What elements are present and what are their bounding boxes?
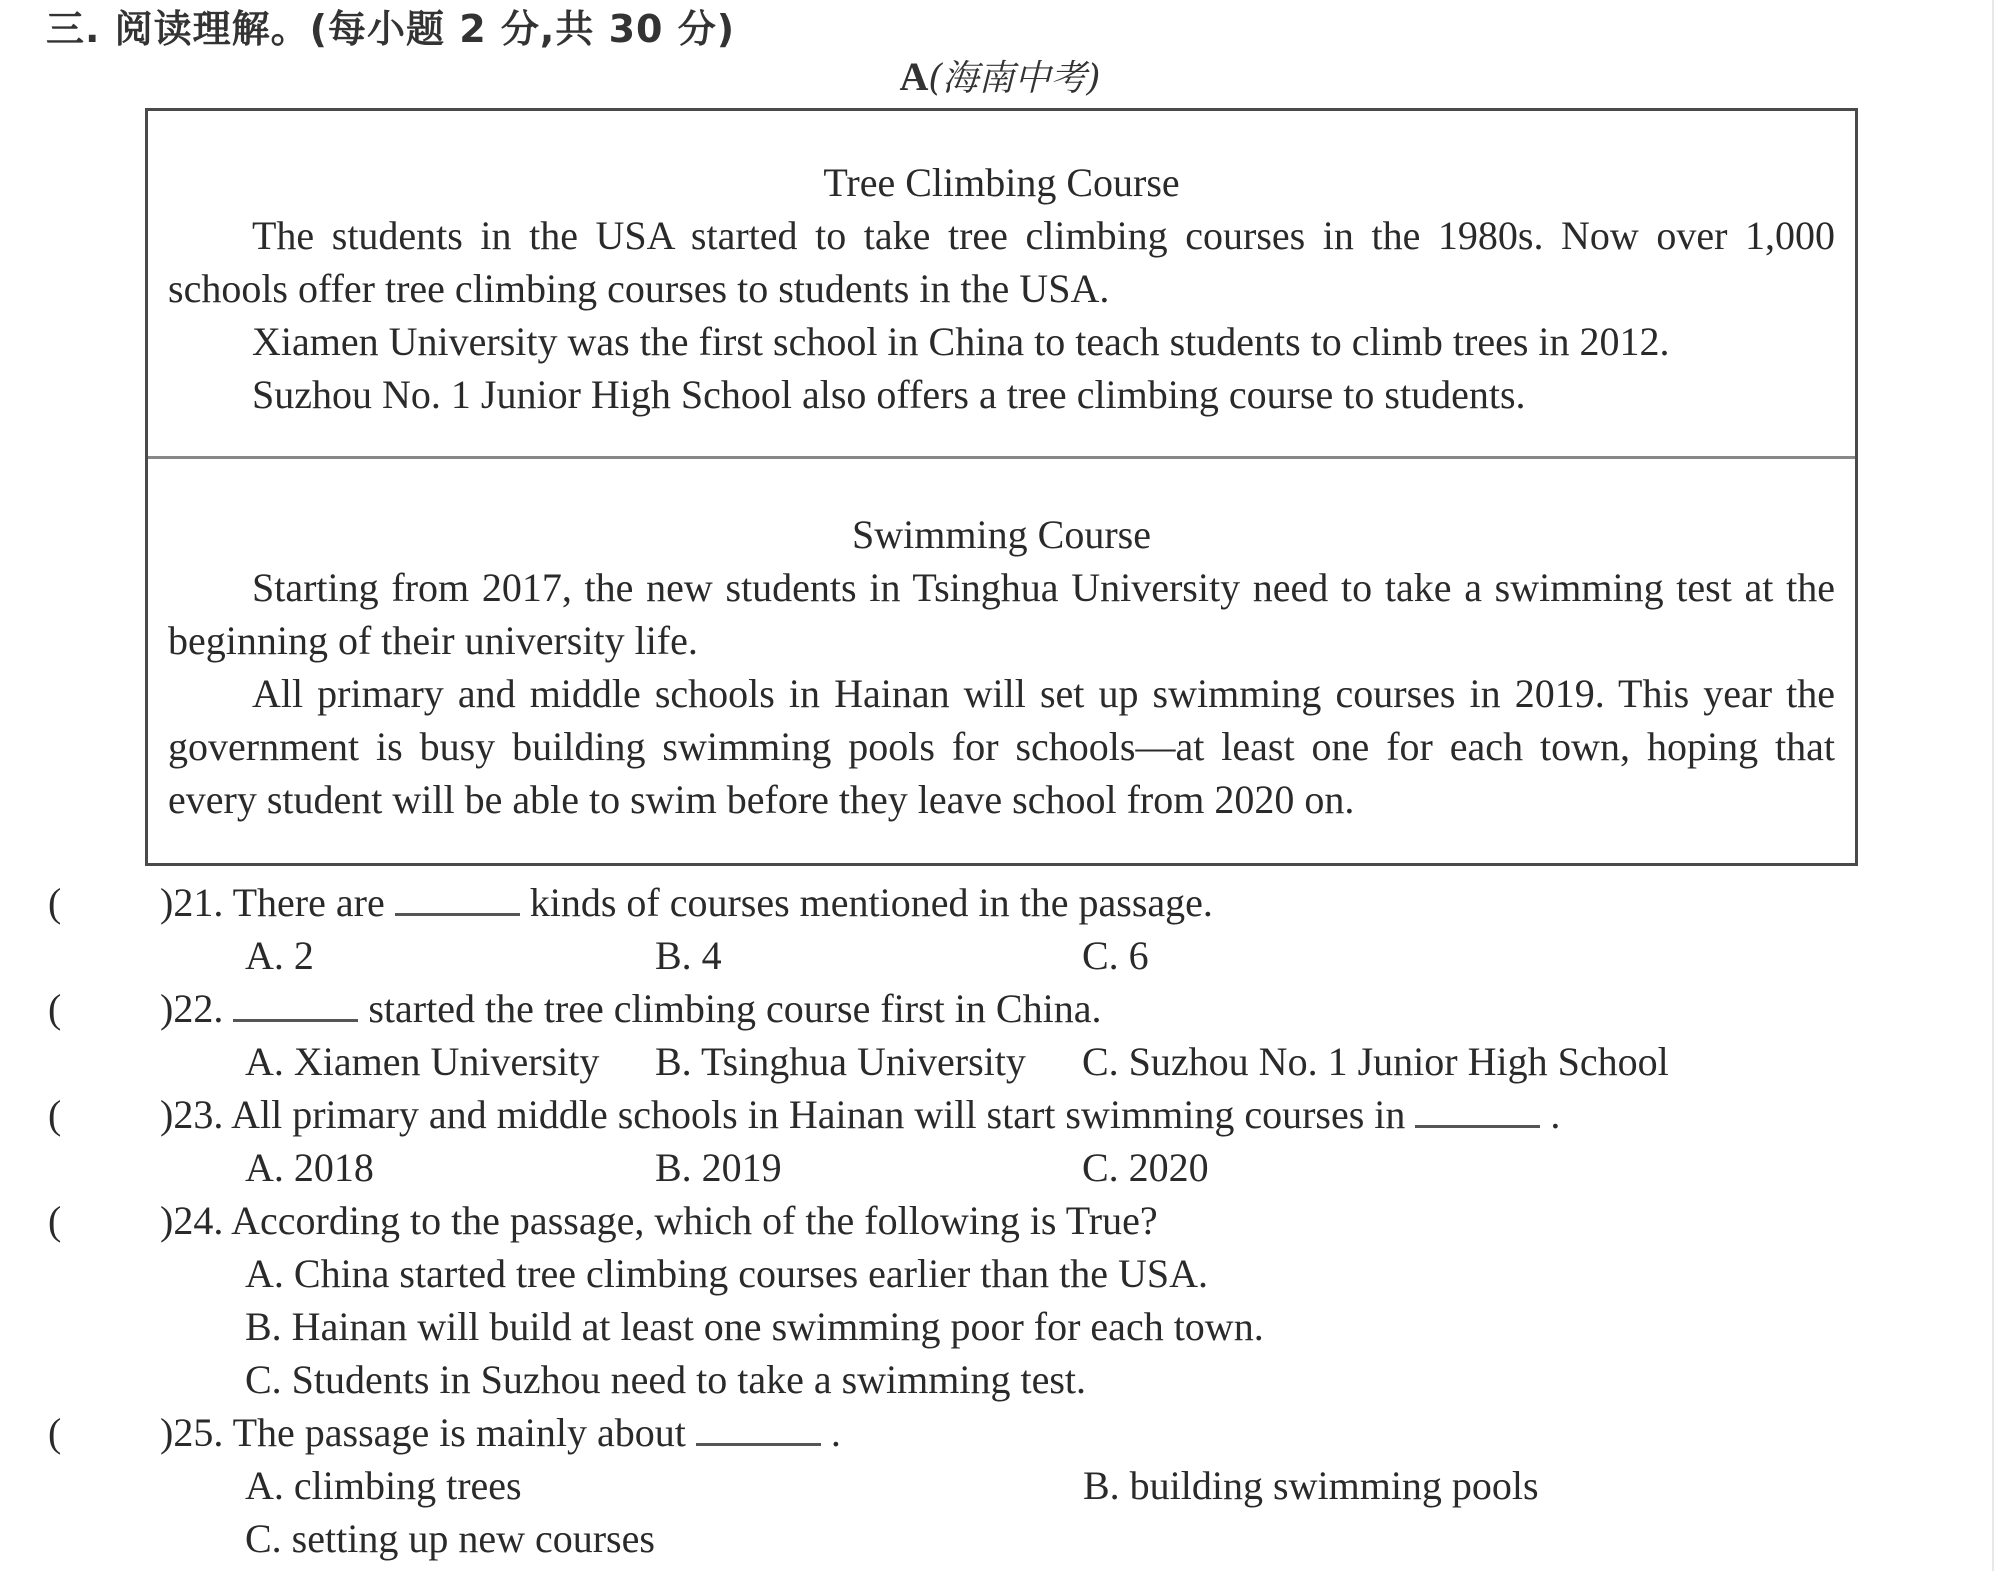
answer-paren[interactable]: (	[48, 1198, 62, 1243]
option[interactable]: C. 2020	[1082, 1145, 1209, 1190]
answer-paren[interactable]: (	[48, 986, 62, 1031]
answer-blank[interactable]	[395, 883, 520, 916]
option[interactable]: C. Suzhou No. 1 Junior High School	[1082, 1039, 1669, 1084]
course-title: Swimming Course	[852, 512, 1151, 557]
question-number: )25.	[160, 1410, 224, 1455]
question-text: The passage is mainly about	[232, 1410, 686, 1455]
passage-letter: A	[899, 54, 929, 99]
question-text: started the tree climbing course first in China.	[368, 986, 1102, 1031]
question-text: .	[830, 1410, 841, 1455]
question-number: )22.	[160, 986, 224, 1031]
question-text: .	[1550, 1092, 1561, 1137]
option[interactable]: C. setting up new courses	[245, 1516, 655, 1561]
option[interactable]: B. Hainan will build at least one swimming poor for each town.	[245, 1304, 1264, 1349]
course-paragraph: The students in the USA started to take tree climbing courses in the 1980s. Now over 1,000 schools offer tree climbing courses to students in the USA.	[168, 213, 1835, 311]
answer-paren[interactable]: (	[48, 1092, 62, 1137]
option[interactable]: B. Tsinghua University	[655, 1039, 1026, 1084]
course-tree-climbing	[168, 156, 1835, 421]
question-22	[160, 982, 1101, 1035]
answer-blank[interactable]	[233, 989, 358, 1022]
section-title: 三. 阅读理解。(每小题 2 分,共 30 分)	[46, 7, 736, 51]
question-number: )23.	[160, 1092, 224, 1137]
answer-paren[interactable]: (	[48, 880, 62, 925]
option[interactable]: B. 4	[655, 933, 722, 978]
question-text: All primary and middle schools in Hainan will start swimming courses in	[231, 1092, 1406, 1137]
question-text: According to the passage, which of the following is True?	[231, 1198, 1158, 1243]
passage-source: (海南中考)	[928, 58, 1101, 99]
option[interactable]: C. 6	[1082, 933, 1149, 978]
question-21	[160, 876, 1213, 929]
option[interactable]: A. 2	[245, 933, 314, 978]
course-paragraph: Xiamen University was the first school in China to teach students to climb trees in 2012.	[252, 319, 1670, 364]
page-edge	[1992, 0, 1994, 1571]
option[interactable]: A. climbing trees	[245, 1463, 522, 1508]
question-number: )21.	[160, 880, 224, 925]
answer-blank[interactable]	[1415, 1095, 1540, 1128]
course-paragraph: Starting from 2017, the new students in Tsinghua University need to take a swimming test at the beginning of their university life.	[168, 565, 1835, 663]
option[interactable]: A. Xiamen University	[245, 1039, 600, 1084]
course-paragraph: Suzhou No. 1 Junior High School also offers a tree climbing course to students.	[252, 372, 1526, 417]
course-swimming	[168, 508, 1835, 826]
question-23	[160, 1088, 1560, 1141]
course-title: Tree Climbing Course	[823, 160, 1180, 205]
option[interactable]: C. Students in Suzhou need to take a swimming test.	[245, 1357, 1087, 1402]
question-number: )24.	[160, 1198, 224, 1243]
option[interactable]: A. 2018	[245, 1145, 374, 1190]
answer-blank[interactable]	[696, 1413, 821, 1446]
passage-label	[0, 50, 2000, 101]
course-paragraph: All primary and middle schools in Hainan will set up swimming courses in 2019. This year the government is busy building swimming pools for schools—at least one for each town, hoping that every student will be able to swim before they leave school from 2020 on.	[168, 671, 1835, 822]
passage-box	[145, 108, 1858, 866]
option[interactable]: B. building swimming pools	[1083, 1463, 1539, 1508]
question-25	[160, 1406, 841, 1459]
option[interactable]: A. China started tree climbing courses earlier than the USA.	[245, 1251, 1209, 1296]
question-text: kinds of courses mentioned in the passage.	[529, 880, 1213, 925]
question-24	[160, 1194, 1158, 1247]
divider	[148, 456, 1855, 459]
question-text: There are	[232, 880, 385, 925]
option[interactable]: B. 2019	[655, 1145, 782, 1190]
answer-paren[interactable]: (	[48, 1410, 62, 1455]
